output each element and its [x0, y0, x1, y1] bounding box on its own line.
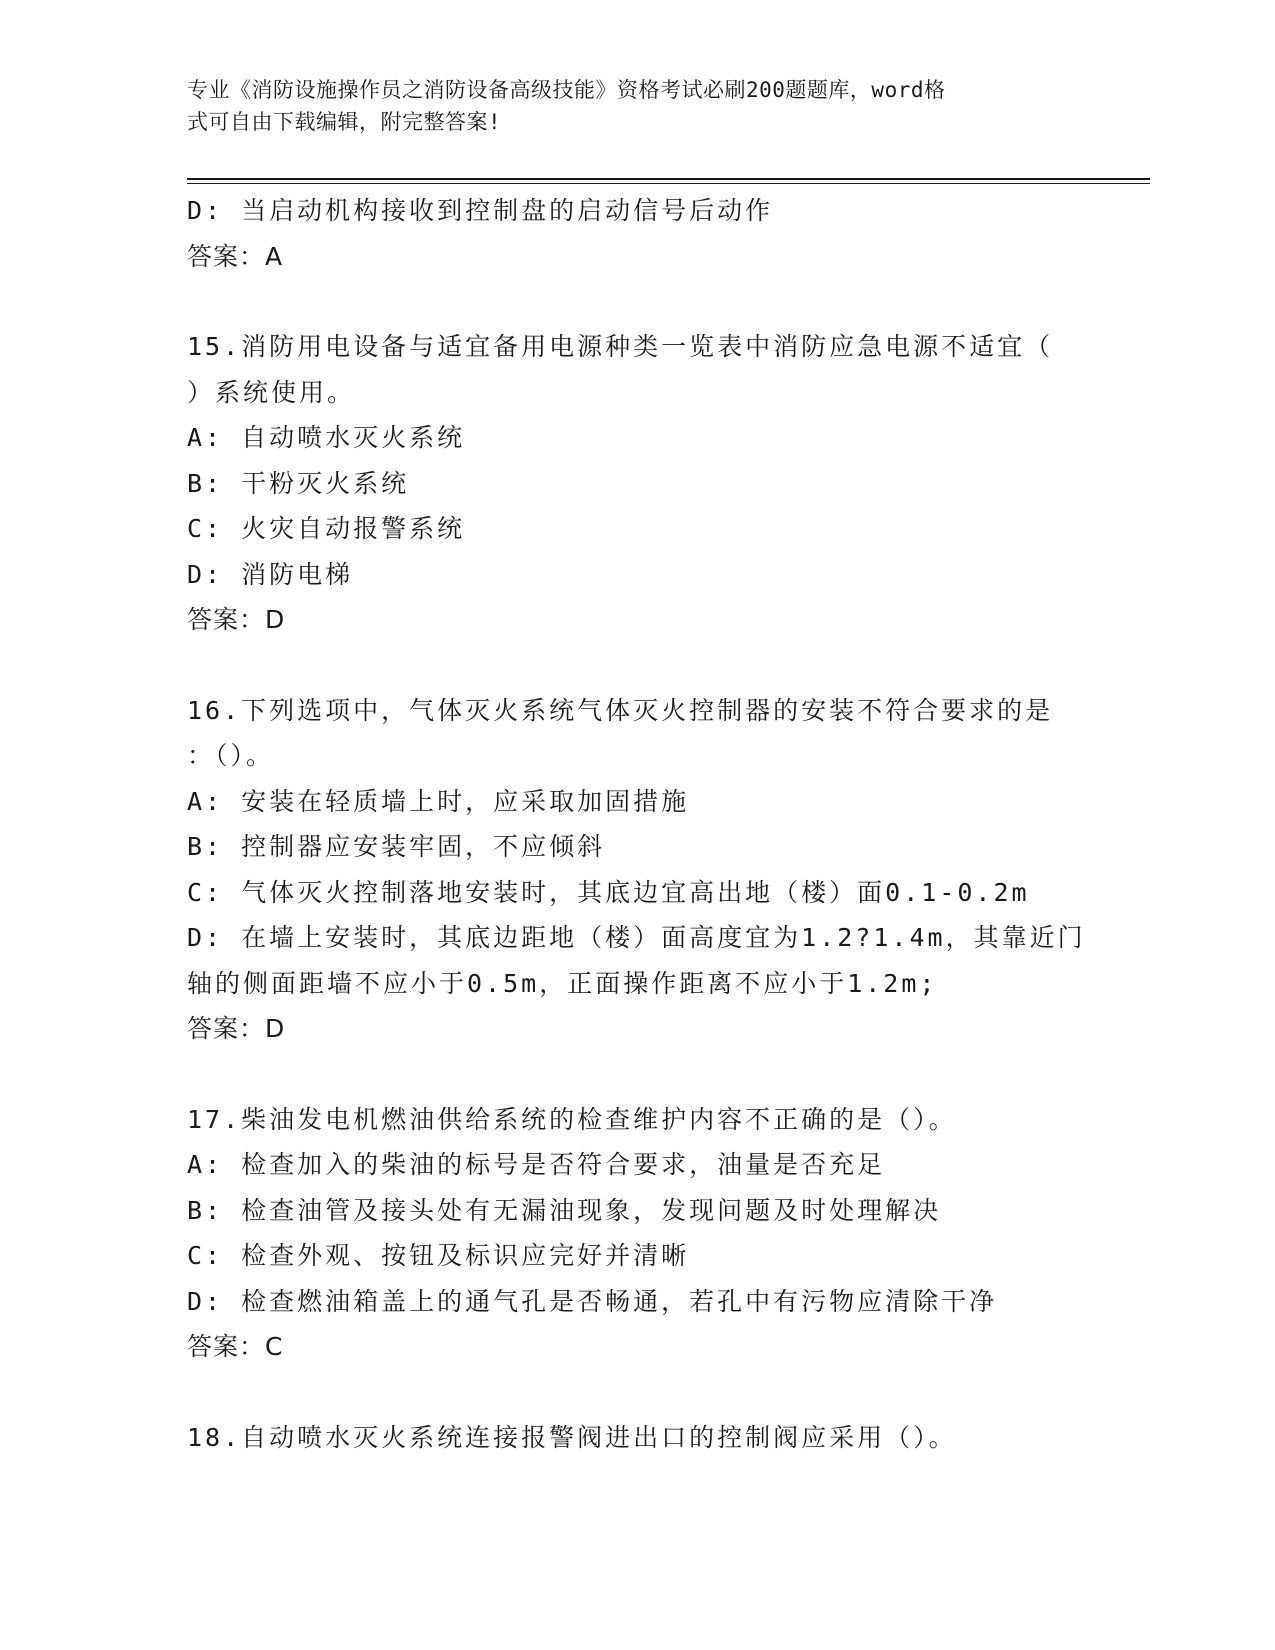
question-block: [187, 188, 1087, 279]
question-block: [187, 1097, 1087, 1370]
question-block: [187, 1415, 1087, 1461]
question-block: [187, 324, 1087, 643]
option-text: D: 在墙上安装时，其底边距地（楼）面高度宜为1.2?1.4m，其靠近门: [187, 923, 1086, 952]
header-divider-thin: [187, 183, 1150, 184]
option-text: C: 火灾自动报警系统: [187, 514, 466, 543]
option-text: A: 安装在轻质墙上时，应采取加固措施: [187, 786, 690, 816]
question-stem: 15.消防用电设备与适宜备用电源种类一览表中消防应急电源不适宜（: [187, 332, 1054, 361]
option-text: A: 检查加入的柴油的标号是否符合要求，油量是否充足: [187, 1150, 886, 1179]
option-text: C: 气体灭火控制落地安装时，其底边宜高出地（楼）面0.1-0.2m: [187, 877, 1030, 907]
question-stem: ）系统使用。: [187, 377, 356, 407]
option-text: B: 控制器应安装牢固，不应倾斜: [187, 832, 606, 861]
header-divider: [187, 178, 1150, 180]
question-stem: 16.下列选项中，气体灭火系统气体灭火控制器的安装不符合要求的是: [187, 695, 1054, 725]
question-stem: ：（）。: [187, 741, 275, 770]
header-line: 专业《消防设施操作员之消防设备高级技能》资格考试必刷200题题库，word格: [187, 78, 946, 102]
option-text: B: 检查油管及接头处有无漏油现象，发现问题及时处理解决: [187, 1195, 942, 1225]
option-text: D: 检查燃油箱盖上的通气孔是否畅通，若孔中有污物应清除干净: [187, 1286, 998, 1316]
answer-text: 答案：D: [187, 605, 286, 634]
answer-text: 答案：D: [187, 1014, 286, 1043]
question-stem: 18.自动喷水灭火系统连接报警阀进出口的控制阀应采用（）。: [187, 1422, 957, 1452]
question-list: [187, 188, 1087, 1460]
option-text: D: 消防电梯: [187, 559, 354, 589]
option-text: B: 干粉灭火系统: [187, 468, 410, 498]
document-header: [187, 74, 1067, 138]
option-text: 轴的侧面距墙不应小于0.5m，正面操作距离不应小于1.2m;: [187, 968, 938, 998]
option-text: C: 检查外观、按钮及标识应完好并清晰: [187, 1241, 690, 1270]
question-block: [187, 688, 1087, 1052]
question-stem: 17.柴油发电机燃油供给系统的检查维护内容不正确的是（）。: [187, 1104, 957, 1134]
option-text: D: 当启动机构接收到控制盘的启动信号后动作: [187, 196, 774, 225]
option-text: A: 自动喷水灭火系统: [187, 423, 466, 452]
header-line: 式可自由下载编辑，附完整答案!: [187, 110, 502, 134]
answer-text: 答案：A: [187, 241, 284, 271]
answer-text: 答案：C: [187, 1332, 284, 1361]
